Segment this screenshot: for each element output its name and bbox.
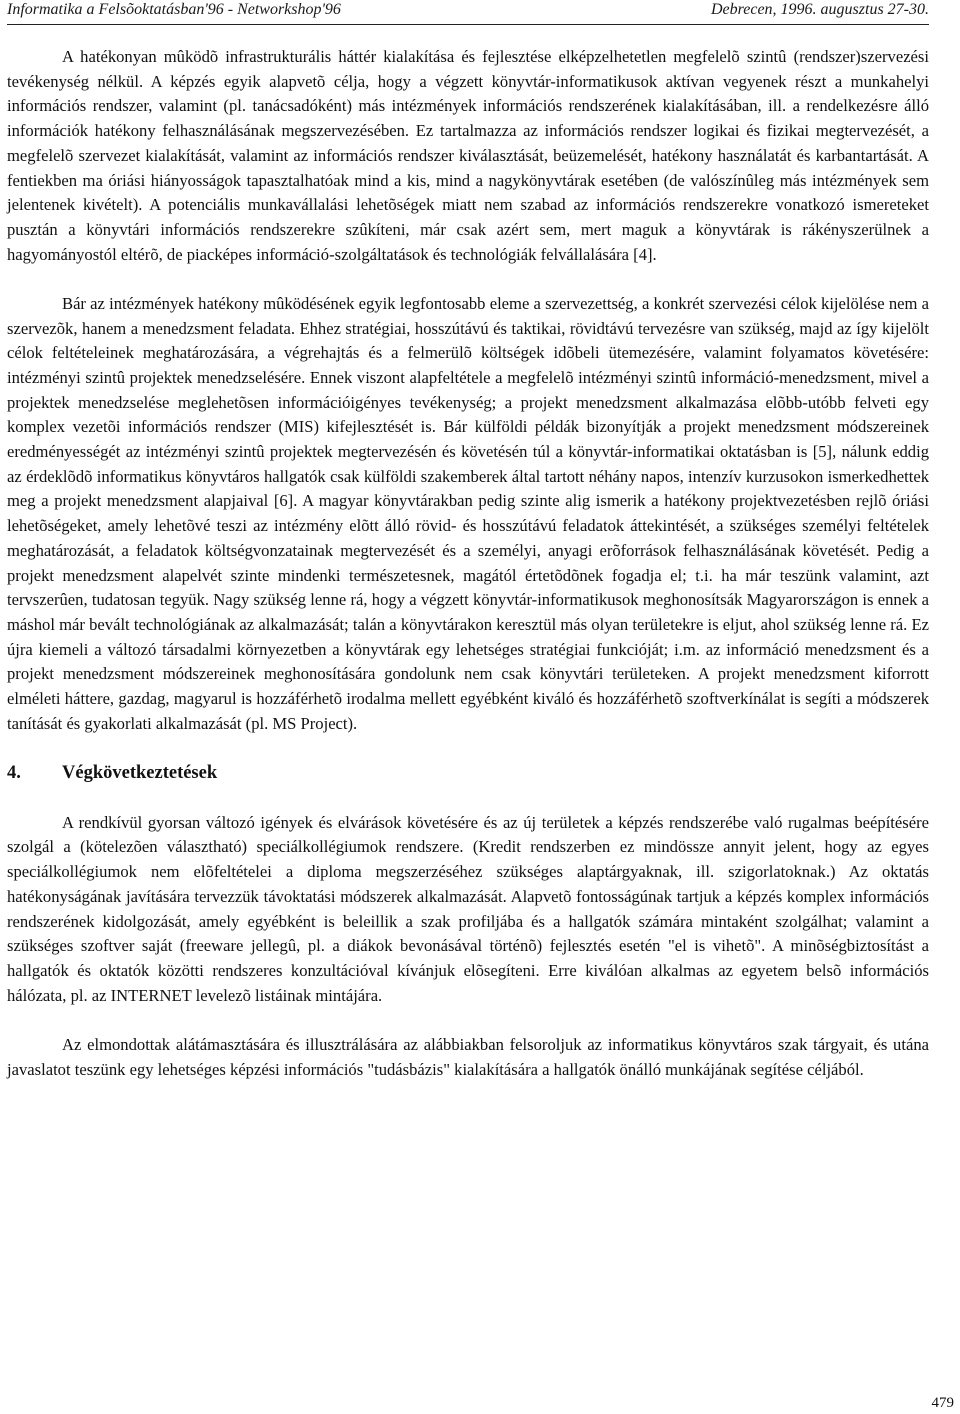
paragraph-summary: Az elmondottak alátámasztására és illusztrálására az alábbiakban felsoroljuk az informatikus könyvtáros szak tárgyait, és utána javaslatot teszünk egy lehetséges képzési információs "tudásbázis" kialakítására a hallgatók önálló munkájának segítése céljából.: [7, 1034, 929, 1079]
paragraph-conclusion: A rendkívül gyorsan változó igények és elvárások követésére és az új területek a képzés rendszerébe való rugalmas beépítésére szolgál a (kötelezõen választható) speciálkollégiumok rendszere. (Kredit rendszerben ez mindössze annyit jelent, hogy az egyes speciálkollégiumok nem elõfeltételei a diploma megszerzéséhez szükséges alaptárgyaknak, ill. szigorlatoknak.) Az oktatás hatékonyságának javítására tervezzük távoktatási módszerek alkalmazását. Alapvetõ fontosságúnak tartjuk a képzés komplex információs rendszerének kidolgozását, amely egyébként is beleillik a szak profiljába és a hallgatók számára mintaként szolgálhat; valamint a szükséges szoftver saját (freeware jellegû, pl. a diákok bevonásával történõ) fejlesztés esetén "el is vihetõ". A minõségbiztosítást a hallgatók és oktatók közötti rendszeres konzultációval kívánjuk elõsegíteni. Erre kiválóan alkalmas az egyetem belsõ információs hálózata, pl. az INTERNET levelezõ listáinak mintájára.: [7, 812, 929, 1005]
paragraph-project-management: Bár az intézmények hatékony mûködésének egyik legfontosabb eleme a szervezettség, a konkrét szervezési célok kijelölése nem a szervezõk, hanem a menedzsment feladata. Ehhez stratégiai, hosszútávú és taktikai, rövidtávú tervezésre van szükség, majd az így kijelölt célok feltételeinek meghatározására, a végrehajtás és a felmerülõ költségek idõbeli ütemezésére, valamint folyamatos követésére: intézményi szintû projektek menedzselésére. Ennek viszont alapfeltétele a megfelelõ intézményi szintû információ-menedzsment, mivel a projektek menedzselése meglehetõsen információigényes tevékenység; a projekt menedzsment alkalmazása elõbb-utóbb felveti egy komplex vezetõi információs rendszer (MIS) kifejlesztését is. Bár külföldi példák bizonyítják a projekt menedzsment módszereinek eredményességét az intézményi szintû projektek megtervezésén és követésén túl a könyvtár-informatikai oktatásban is [5], nálunk eddig az érdeklõdõ informatikus könyvtáros hallgatók csak külföldi szakemberek által tartott néhány napos, intenzív kurzusokon ismerkedhettek meg a projekt menedzsment alapjaival [6]. A magyar könyvtárakban pedig szinte alig ismerik a hatékony projektvezetésben rejlõ óriási lehetõségeket, amely lehetõvé teszi az intézmény elõtt álló rövid- és hosszútávú feladatok áttekintését, a szükséges személyi feltételek meghatározását, a feladatok költségvonzatainak megtervezését és a személyi, anyagi erõforrások felhasználásának követését. Pedig a projekt menedzsment alapelvét szinte mindenki természetesnek, magától értetõdõnek fogadja el; t.i. ha már teszünk valamint, azt tervszerûen, tudatosan tegyük. Nagy szükség lenne rá, hogy a végzett könyvtár-informatikusok meghonosítsák Magyarországon is ennek a máshol már bevált technológiának az alkalmazását; talán a könyvtárakon keresztül más olyan területekre is eljut, ahol szükség lenne rá. Ez újra kiemeli a változó társadalmi környezetben a könyvtárak egy lehetséges stratégiai funkcióját; i.m. az információ menedzsment és a projekt menedzsment módszereinek meghonosítására gondolunk nem csak könyvtári területeken. A projekt menedzsment kiforrott elméleti háttere, gazdag, magyarul is hozzáférhetõ irodalma mellett egyébként kiváló és hozzáférhetõ szoftverkínálat is segíti a módszerek tanítását és gyakorlati alkalmazását (pl. MS Project).: [7, 293, 929, 733]
paragraph-infrastructure: A hatékonyan mûködõ infrastrukturális háttér kialakítása és fejlesztése elképzelhetetlen megfelelõ szintû (rendszer)szervezési tevékenység nélkül. A képzés egyik alapvetõ célja, hogy a végzett könyvtár-informatikusok aktívan vegyenek részt a munkahelyi információs rendszer, valamint (pl. tanácsadóként) más intézmények információs rendszerének kialakításában, ill. a rendelkezésre álló információk hatékony felhasználásának megszervezésében. Ez tartalmazza az információs rendszer logikai és fizikai megtervezését, a megfelelõ szervezet kialakítását, valamint az információs rendszer kiválasztását, beüzemelését, hatékony használatát és karbantartását. A fentiekben ma óriási hiányosságok tapasztalhatóak mind a kis, mind a nagykönyvtárak esetében (de valószínûleg más intézmények sem jelentenek kivételt). A potenciális munkavállalási lehetõségek miatt nem szabad az információs rendszerekre vonatkozó ismereteket pusztán a könyvtári információs rendszerekre szûkíteni, már csak azért sem, mert maguk a könyvtárak is rákényszerülnek a hagyományostól eltérõ, de piacképes információ-szolgáltatások és technológiák felvállalására [4].: [7, 47, 929, 264]
page-body: [7, 45, 929, 1082]
header-location-date: Debrecen, 1996. augusztus 27-30.: [710, 1, 929, 18]
running-header: [7, 0, 929, 30]
header-conference-title: Informatika a Felsõoktatásban'96 - Networkshop'96: [7, 1, 341, 18]
section-title: Végkövetkeztetések: [62, 762, 218, 783]
header-divider: [7, 24, 929, 25]
page-number: 479: [931, 1395, 954, 1411]
section-number: 4.: [7, 762, 21, 783]
section-heading: [7, 761, 929, 786]
